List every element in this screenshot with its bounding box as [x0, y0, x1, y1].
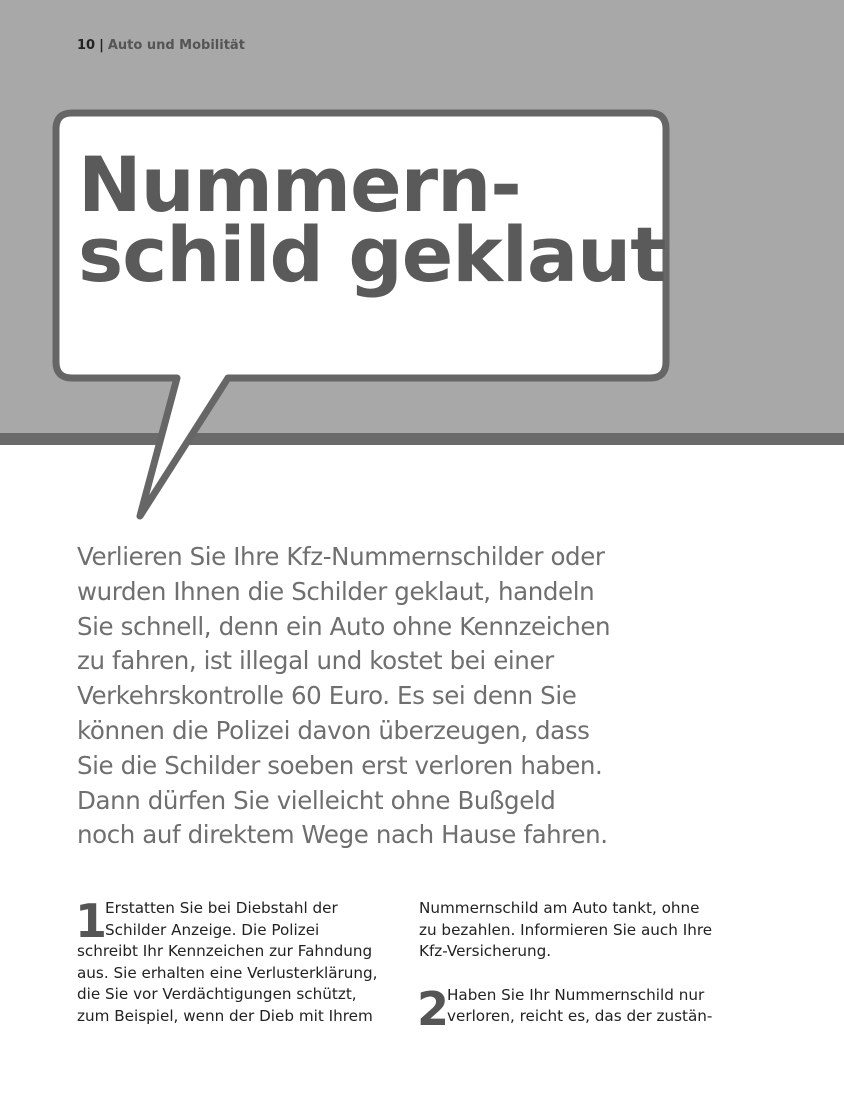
step-line: schreibt Ihr Kennzeichen zur Fahndung — [77, 942, 373, 961]
lead-line: noch auf direktem Wege nach Hause fahren. — [77, 820, 608, 850]
step-line: die Sie vor Verdächtigungen schützt, — [77, 985, 357, 1004]
step-line: Kfz-Versicherung. — [419, 942, 552, 961]
page-number: 10 — [77, 38, 96, 53]
lead-paragraph — [77, 540, 667, 853]
step-line: aus. Sie erhalten eine Verlusterklärung, — [77, 963, 378, 982]
section-title: Auto und Mobilität — [107, 38, 245, 53]
title-line-1: Nummern- — [78, 140, 521, 229]
lead-line: können die Polizei davon überzeugen, dass — [77, 715, 590, 745]
step-line: zu bezahlen. Informieren Sie auch Ihre — [419, 920, 713, 939]
step-line: Haben Sie Ihr Nummernschild nur — [447, 985, 705, 1004]
lead-line: Verlieren Sie Ihre Kfz-Nummernschilder oder — [77, 542, 605, 571]
lead-line: Sie schnell, denn ein Auto ohne Kennzeichen — [77, 611, 611, 641]
lead-line: wurden Ihnen die Schilder geklaut, handeln — [77, 576, 595, 606]
title-line-2: schild geklaut — [78, 210, 666, 299]
lead-line: zu fahren, ist illegal und kostet bei einer — [77, 646, 554, 676]
step-line: Erstatten Sie bei Diebstahl der — [105, 899, 338, 917]
step-1-text — [75, 894, 407, 1028]
step-number-1: 1 — [75, 894, 108, 948]
step-line: verloren, reicht es, das der zustän- — [447, 1007, 713, 1026]
step-line: Schilder Anzeige. Die Polizei — [105, 920, 320, 939]
running-head-separator: | — [99, 38, 104, 53]
lead-line: Verkehrskontrolle 60 Euro. Es sei denn Sie — [77, 681, 577, 711]
step-number-2: 2 — [417, 982, 450, 1036]
lead-line: Dann dürfen Sie vielleicht ohne Bußgeld — [77, 785, 556, 815]
step-1-continuation — [419, 898, 749, 1028]
page-title — [78, 140, 666, 299]
step-line: Nummernschild am Auto tankt, ohne — [419, 899, 700, 917]
step-line: zum Beispiel, wenn der Dieb mit Ihrem — [77, 1006, 373, 1025]
lead-line: Sie die Schilder soeben erst verloren haben. — [77, 750, 603, 780]
